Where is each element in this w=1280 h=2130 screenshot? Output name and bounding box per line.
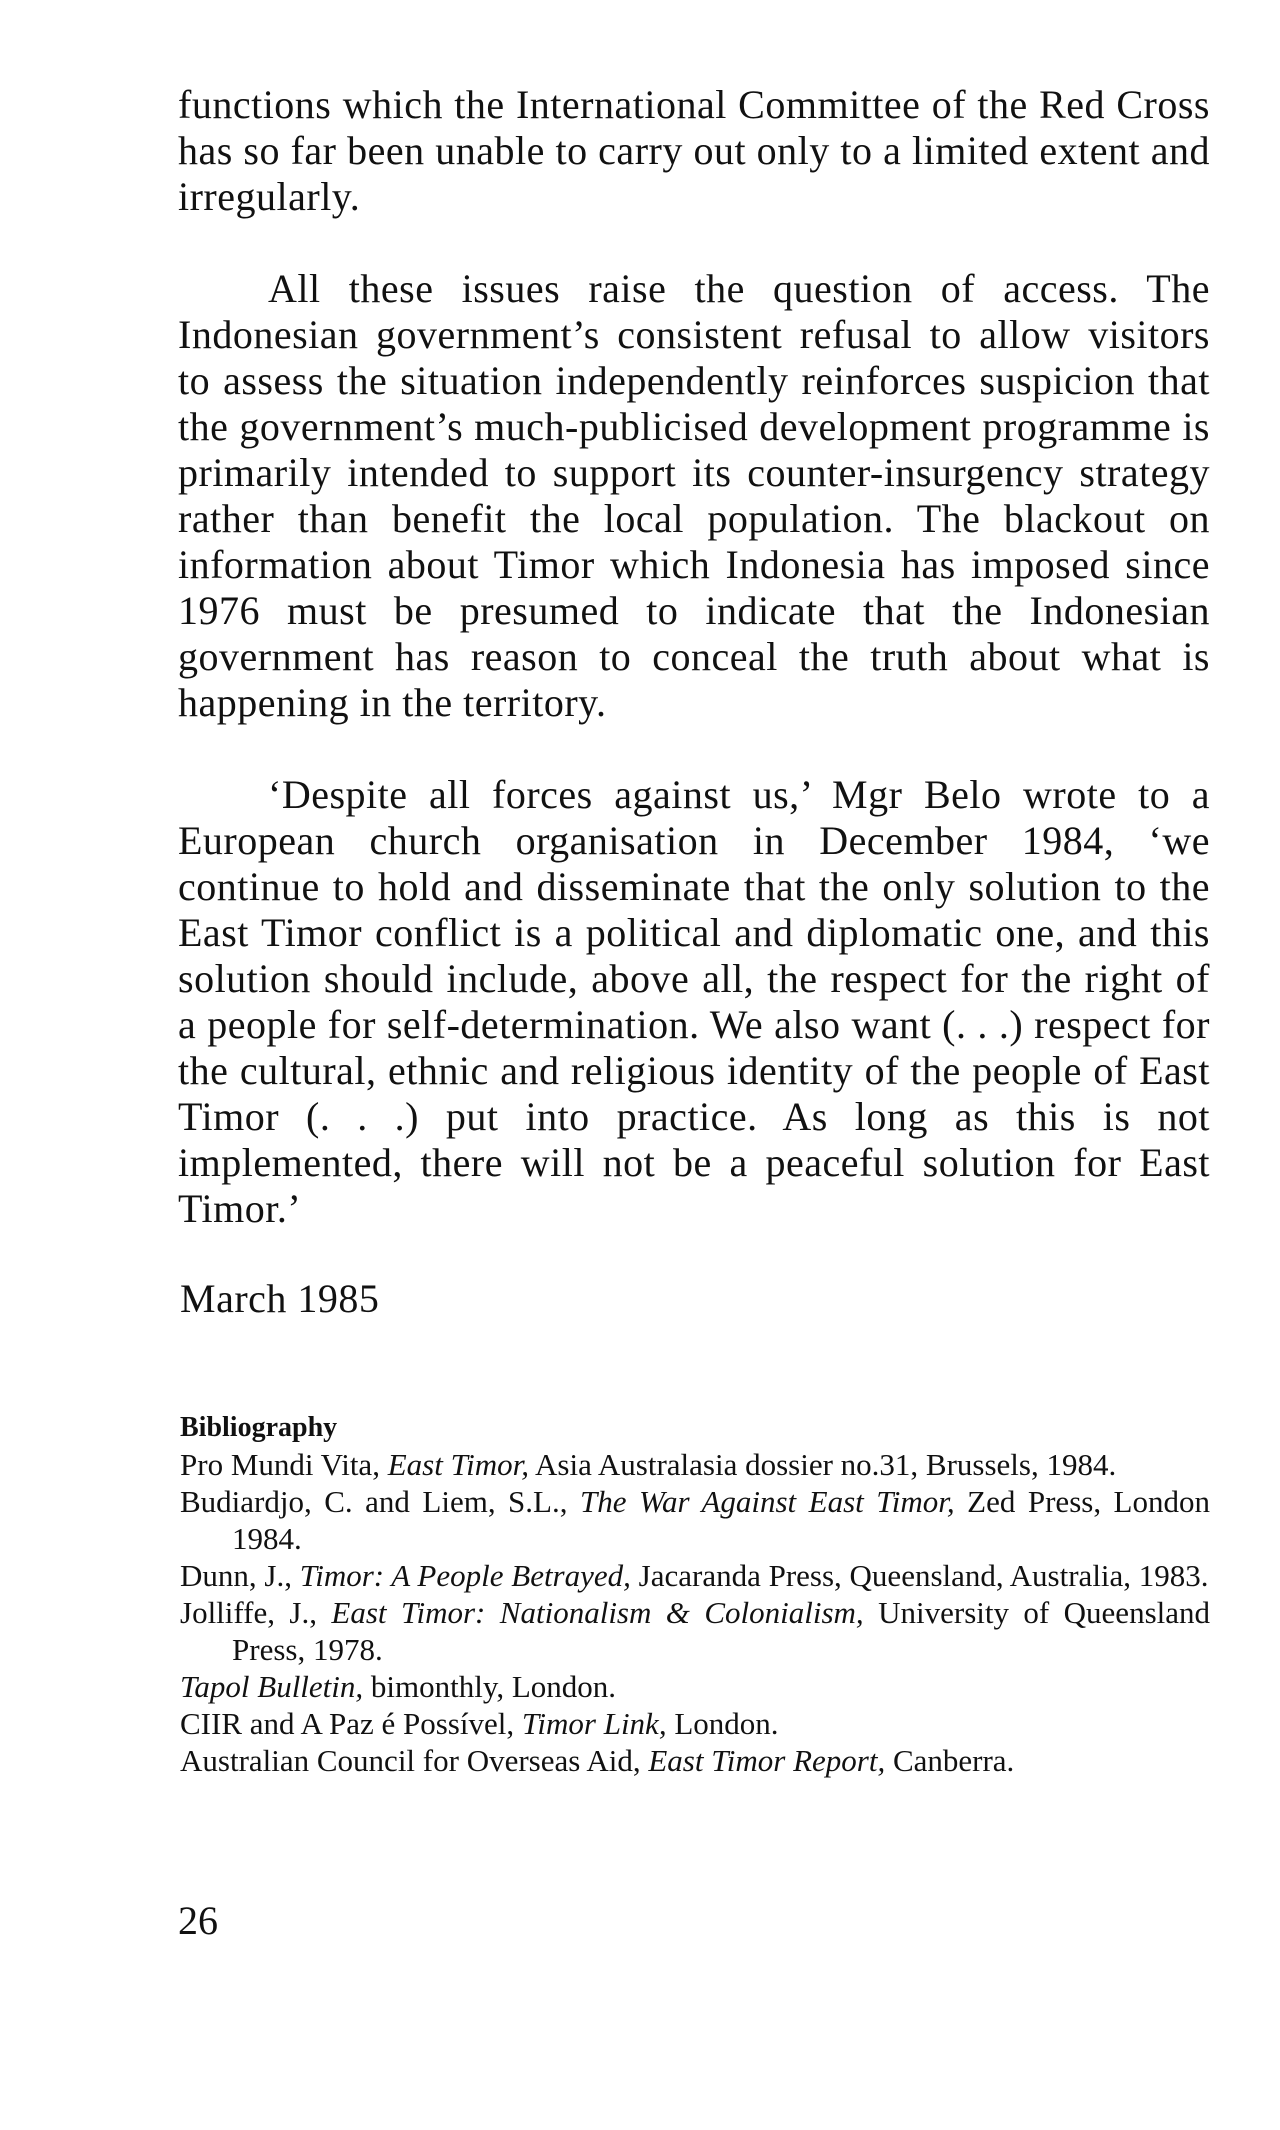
entry-author: Budiardjo, C. and Liem, S.L., bbox=[180, 1484, 580, 1519]
entry-title: The War Against East Timor, bbox=[579, 1484, 955, 1519]
entry-details: Jacaranda Press, Queensland, Australia, 1983. bbox=[630, 1558, 1209, 1593]
bibliography-entry bbox=[180, 1742, 1210, 1779]
entry-details: London. bbox=[666, 1706, 779, 1741]
entry-title: East Timor: Nationalism & Colonialism, bbox=[331, 1595, 864, 1630]
bibliography-section bbox=[180, 1410, 1210, 1779]
paragraph-belo-quote: ‘Despite all forces against us,’ Mgr Belo wrote to a European church organisation in December 1984, ‘we continue to hold and disseminate that the only solution to the East Timor conflict is a political and diplomatic one, and this solution should include, above all, the respect for the right of a people for self-determination. We also want (. . .) respect for the cultural, ethnic and religious identity of the people of East Timor (. . .) put into practice. As long as this is not implemented, there will not be a peaceful solution for East Timor.’ bbox=[178, 772, 1210, 1231]
entry-title: Tapol Bulletin, bbox=[180, 1669, 364, 1704]
entry-author: Dunn, J., bbox=[180, 1558, 300, 1593]
bibliography-entry bbox=[180, 1705, 1210, 1742]
entry-details: University of Queensland Press, 1978. bbox=[232, 1595, 1211, 1667]
paragraph-access: All these issues raise the question of access. The Indonesian government’s consistent refusal to allow visitors to assess the situation independently reinforces suspicion that the government’s much-publicised development programme is primarily intended to support its counter-insurgency strategy rather than benefit the local population. The blackout on information about Timor which Indonesia has imposed since 1976 must be presumed to indicate that the Indonesian government has reason to conceal the truth about what is happening in the territory. bbox=[178, 266, 1210, 725]
bibliography-entry bbox=[180, 1557, 1210, 1594]
entry-title: Timor Link, bbox=[521, 1706, 667, 1741]
entry-title: East Timor, bbox=[387, 1447, 529, 1482]
bibliography-entry bbox=[180, 1594, 1210, 1668]
entry-author: Australian Council for Overseas Aid, bbox=[180, 1743, 649, 1778]
entry-author: CIIR and A Paz é Possível, bbox=[180, 1706, 522, 1741]
entry-details: bimonthly, London. bbox=[363, 1669, 617, 1704]
entry-details: Canberra. bbox=[885, 1743, 1015, 1778]
bibliography-heading: Bibliography bbox=[180, 1412, 338, 1443]
entry-details: Zed Press, London 1984. bbox=[232, 1484, 1210, 1556]
entry-title: Timor: A People Betrayed, bbox=[299, 1558, 631, 1593]
date-line: March 1985 bbox=[180, 1276, 380, 1321]
bibliography-entry bbox=[180, 1668, 1210, 1705]
entry-details: Asia Australasia dossier no.31, Brussels, 1984. bbox=[528, 1447, 1117, 1482]
main-text bbox=[178, 82, 1210, 1322]
paragraph-red-cross: functions which the International Committee of the Red Cross has so far been unable to carry out only to a limited extent and irregularly. bbox=[178, 82, 1210, 219]
page-number: 26 bbox=[178, 1898, 218, 1943]
bibliography-entry bbox=[180, 1483, 1210, 1557]
bibliography-entry bbox=[180, 1446, 1210, 1483]
entry-title: East Timor Report, bbox=[648, 1743, 886, 1778]
entry-author: Pro Mundi Vita, bbox=[180, 1447, 388, 1482]
entry-author: Jolliffe, J., bbox=[180, 1595, 332, 1630]
bibliography-list bbox=[180, 1446, 1210, 1779]
